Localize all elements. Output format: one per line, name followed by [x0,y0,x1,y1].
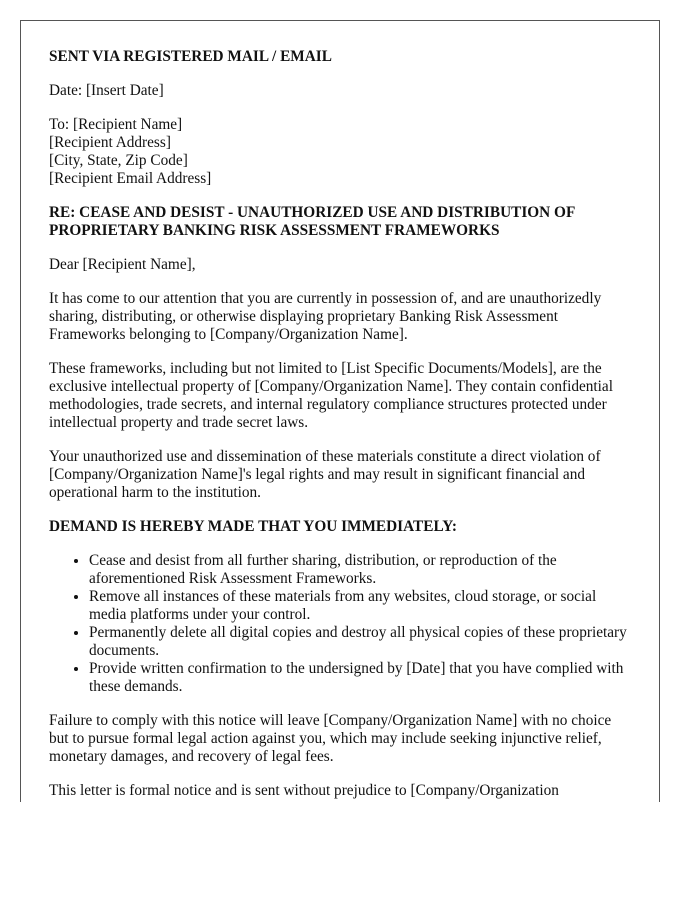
demand-item: • Provide written confirmation to the undersigned by [Date] that you have complied with these demands. [89,660,631,696]
recipient-name-line: To: [Recipient Name] [49,116,183,133]
demand-item: • Cease and desist from all further sharing, distribution, or reproduction of the aforementioned Risk Assessment Frameworks. [89,552,631,588]
body-paragraph: It has come to our attention that you are currently in possession of, and are unauthorizedly sharing, distributing, or otherwise displaying proprietary Banking Risk Assessment Frameworks belonging to [Company/Organization Name]. [49,290,602,343]
date-line: Date: [Insert Date] [49,82,164,99]
body-paragraph: These frameworks, including but not limited to [List Specific Documents/Models], are the exclusive intellectual property of [Company/Organization Name]. They contain confidential methodologies, trade secrets, and internal regulatory compliance structures protected under intellectual property and trade secret laws. [49,360,613,431]
letter-content [21,21,659,800]
body-paragraph: Your unauthorized use and dissemination of these materials constitute a direct violation of [Company/Organization Name]'s legal rights and may result in significant financial and operational harm to the institution. [49,448,601,501]
recipient-address-line: [Recipient Address] [49,134,171,151]
closing-paragraph: Failure to comply with this notice will leave [Company/Organization Name] with no choice but to pursue formal legal action against you, which may include seeking injunctive relief, monetary damages, and recovery of legal fees. [49,712,612,765]
demands-list [49,552,631,696]
closing-paragraph: This letter is formal notice and is sent without prejudice to [Company/Organization [49,782,559,799]
sent-via-heading: SENT VIA REGISTERED MAIL / EMAIL [49,48,332,65]
subject-line: RE: CEASE AND DESIST - UNAUTHORIZED USE AND DISTRIBUTION OF PROPRIETARY BANKING RISK ASSESSMENT FRAMEWORKS [49,204,575,239]
recipient-email-line: [Recipient Email Address] [49,170,212,187]
salutation: Dear [Recipient Name], [49,256,196,273]
demand-heading: DEMAND IS HEREBY MADE THAT YOU IMMEDIATELY: [49,518,457,535]
letter-page [20,20,660,802]
demand-item: • Permanently delete all digital copies and destroy all physical copies of these proprietary documents. [89,624,631,660]
recipient-city-line: [City, State, Zip Code] [49,152,188,169]
recipient-block [49,116,631,188]
demand-item: • Remove all instances of these materials from any websites, cloud storage, or social media platforms under your control. [89,588,631,624]
